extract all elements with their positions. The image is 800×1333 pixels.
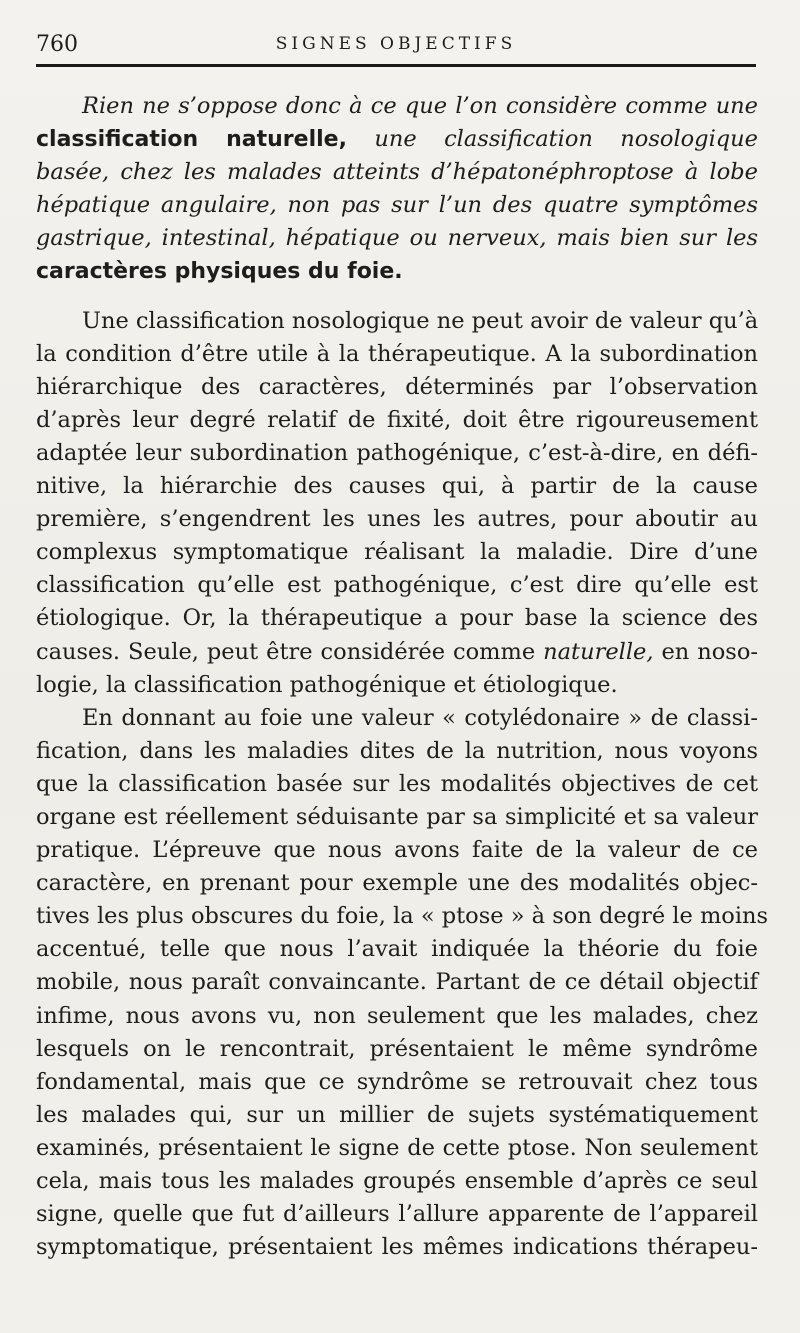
text-line: adaptée leur subordination pathogénique, c’est-à-dire, en défi- <box>36 439 758 466</box>
italic-run: Rien ne s’oppose donc à ce que l’on considère comme une <box>82 93 758 119</box>
italic-run: gastrique, intestinal, hépatique ou nerveux, mais bien sur les <box>36 225 758 252</box>
page-number: 760 <box>36 32 78 57</box>
text-line: étiologique. Or, la thérapeutique a pour base la science des <box>36 605 758 632</box>
text-line: les malades qui, sur un millier de sujets systématiquement <box>36 1101 758 1128</box>
text-line: examinés, présentaient le signe de cette ptose. Non seulement <box>36 1134 758 1161</box>
text-line: symptomatique, présentaient les mêmes indications thérapeu- <box>36 1234 758 1261</box>
text-line: d’après leur degré relatif de fixité, doit être rigoureusement <box>36 406 758 433</box>
text-line: fication, dans les maladies dites de la nutrition, nous voyons <box>36 737 758 764</box>
text-line: caractère, en prenant pour exemple une des modalités objec- <box>36 870 758 897</box>
italic-run: hépatique angulaire, non pas sur l’un des quatre symptômes <box>36 192 758 219</box>
text-line: classification qu’elle est pathogénique, c’est dire qu’elle est <box>36 572 758 599</box>
body-text <box>36 90 769 1264</box>
text-line: fondamental, mais que ce syndrôme se retrouvait chez tous <box>36 1068 758 1095</box>
paragraph-3 <box>36 702 769 1265</box>
text-line: infime, nous avons vu, non seulement que les malades, chez <box>36 1002 758 1029</box>
italic-run: une classification nosologique <box>346 126 758 153</box>
bold-phrase: caractères physiques du foie. <box>36 259 403 285</box>
text-line: accentué, telle que nous l’avait indiquée la théorie du foie <box>36 936 758 963</box>
text-line: logie, la classification pathogénique et étiologique. <box>36 671 618 698</box>
text-line <box>36 255 758 288</box>
text-line <box>36 636 758 669</box>
paragraph-1 <box>36 90 758 289</box>
text-line: mobile, nous paraît convaincante. Partant de ce détail objectif <box>36 969 758 996</box>
text-line: la condition d’être utile à la thérapeutique. A la subordination <box>36 340 758 367</box>
italic-run: basée, chez les malades atteints d’hépatonéphroptose à lobe <box>36 159 758 186</box>
text-line: hiérarchique des caractères, déterminés par l’observation <box>36 373 758 400</box>
text-line: organe est réellement séduisante par sa simplicité et sa valeur <box>36 803 758 830</box>
running-title: SIGNES OBJECTIFS <box>275 34 517 54</box>
text-line: Une classification nosologique ne peut avoir de valeur qu’à <box>82 307 759 334</box>
text-line: nitive, la hiérarchie des causes qui, à partir de la cause <box>36 473 758 500</box>
text-line: première, s’engendrent les unes les autres, pour aboutir au <box>36 506 758 533</box>
text-line: tives les plus obscures du foie, la « ptose » à son degré le moins <box>36 903 769 930</box>
text-line <box>36 90 758 123</box>
text-line: pratique. L’épreuve que nous avons faite de la valeur de ce <box>36 837 758 864</box>
text-line <box>36 156 758 189</box>
text-line: cela, mais tous les malades groupés ensemble d’après ce seul <box>36 1168 758 1194</box>
text-line: que la classification basée sur les modalités objectives de cet <box>36 770 758 797</box>
paragraph-2 <box>36 305 758 636</box>
text-line: signe, quelle que fut d’ailleurs l’allure apparente de l’appareil <box>36 1201 758 1228</box>
bold-phrase: classification naturelle, <box>36 127 347 153</box>
text-line: En donnant au foie une valeur « cotylédonaire » de classi- <box>82 704 758 731</box>
text-line <box>36 123 758 156</box>
paragraph-gap <box>36 289 758 305</box>
text-line <box>36 189 758 222</box>
italic-word: naturelle, <box>543 638 654 665</box>
text-run: en noso- <box>653 638 758 665</box>
text-line: lesquels on le rencontrait, présentaient le même syndrôme <box>36 1035 758 1062</box>
page-header <box>36 30 756 62</box>
text-line: complexus symptomatique réalisant la maladie. Dire d’une <box>36 539 758 566</box>
header-rule <box>36 64 756 67</box>
text-run: causes. Seule, peut être considérée comme <box>36 638 544 665</box>
text-line <box>36 222 758 255</box>
